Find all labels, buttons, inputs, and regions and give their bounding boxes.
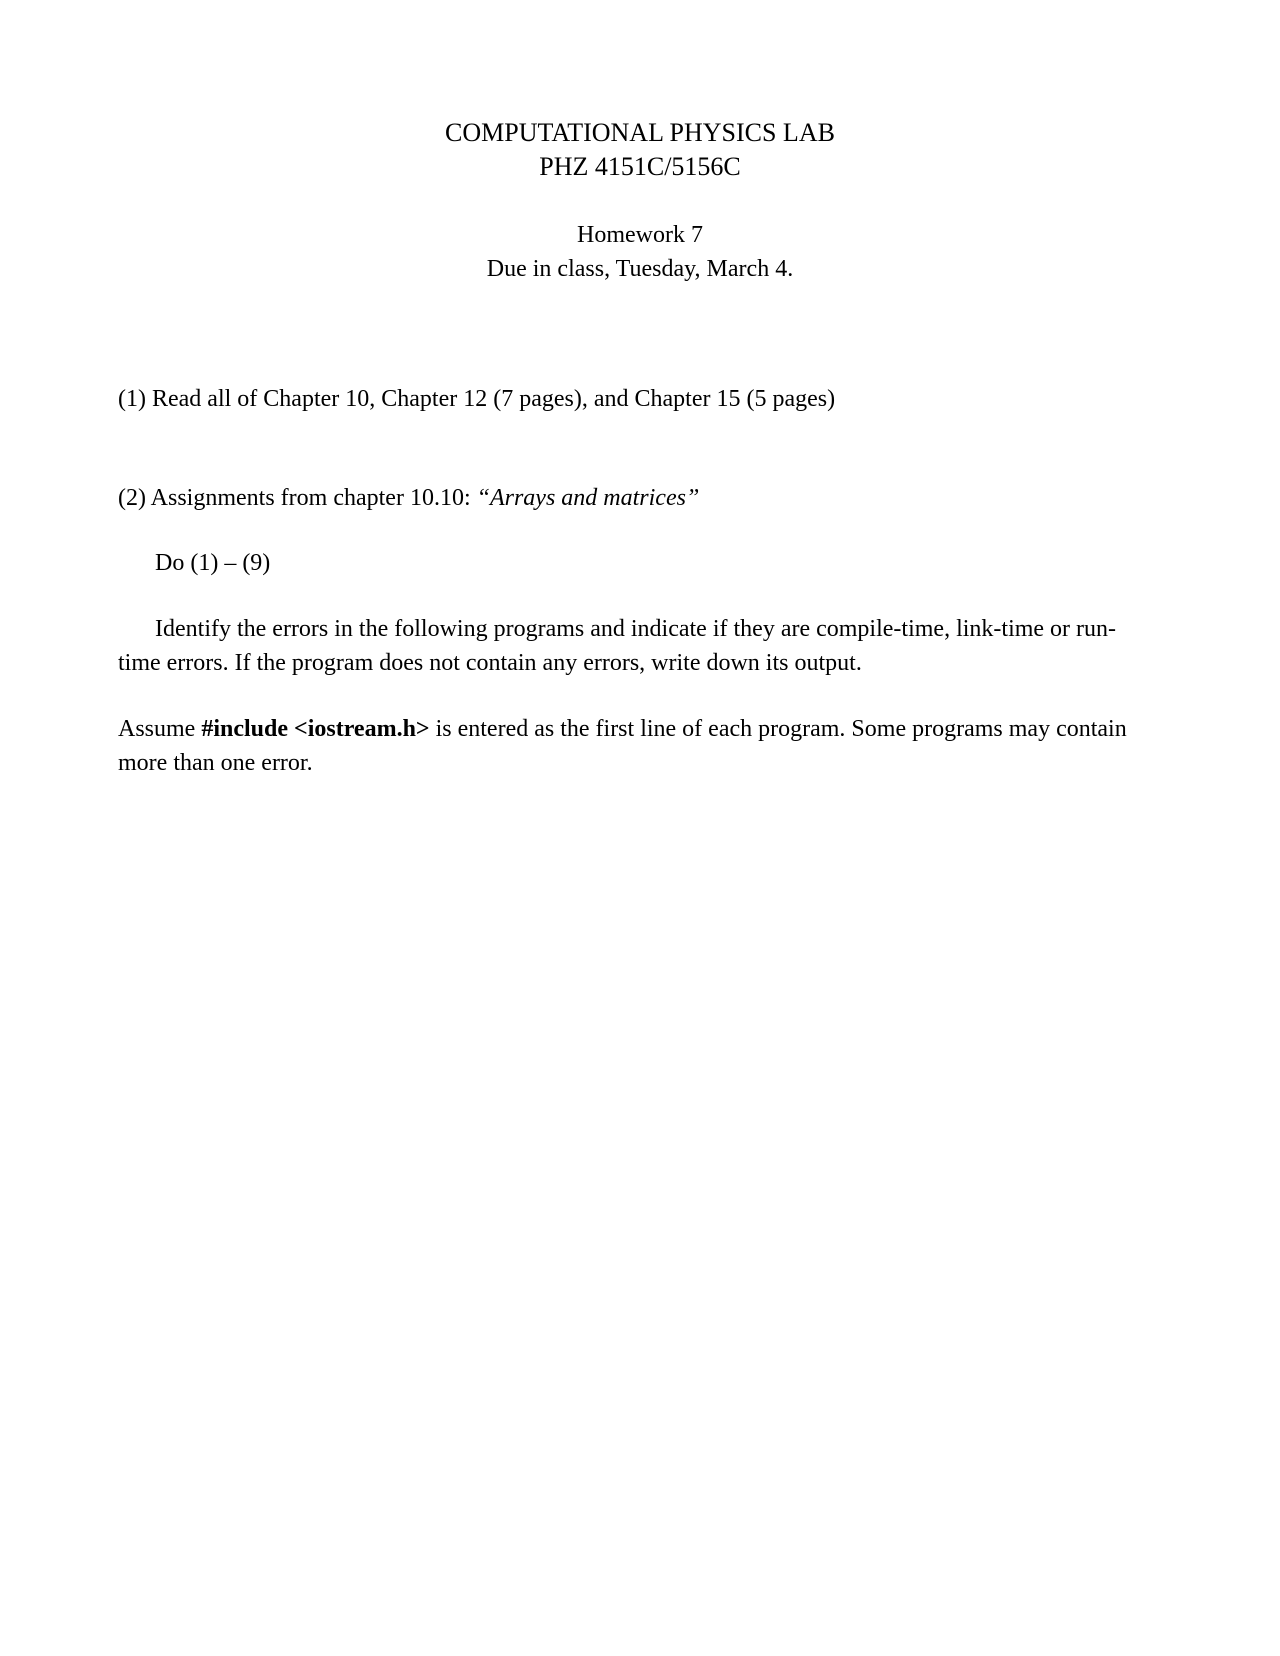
identify-line-2: time errors. If the program does not contain any errors, write down its output. [118, 650, 862, 676]
assume-suffix: is entered as the first line of each program. Some programs may contain [429, 716, 1127, 742]
item-2-section-title: “Arrays and matrices” [476, 485, 700, 511]
identify-line-1: Identify the errors in the following programs and indicate if they are compile-time, link-time or run- [155, 616, 1117, 642]
assume-line-1 [118, 712, 1178, 746]
due-date: Due in class, Tuesday, March 4. [486, 256, 794, 282]
assignment-title: Homework 7 [577, 222, 703, 248]
assume-line-2: more than one error. [118, 750, 313, 776]
course-code: PHZ 4151C/5156C [539, 152, 741, 181]
item-2-prefix: (2) Assignments from chapter 10.10: [118, 485, 477, 511]
course-title: COMPUTATIONAL PHYSICS LAB [445, 118, 835, 147]
item-2-heading [118, 481, 1178, 515]
assume-prefix: Assume [118, 716, 202, 742]
item-2-do: Do (1) – (9) [155, 550, 271, 576]
item-1-reading: (1) Read all of Chapter 10, Chapter 12 (7 pages), and Chapter 15 (5 pages) [118, 386, 836, 412]
include-directive: #include <iostream.h> [201, 716, 430, 742]
